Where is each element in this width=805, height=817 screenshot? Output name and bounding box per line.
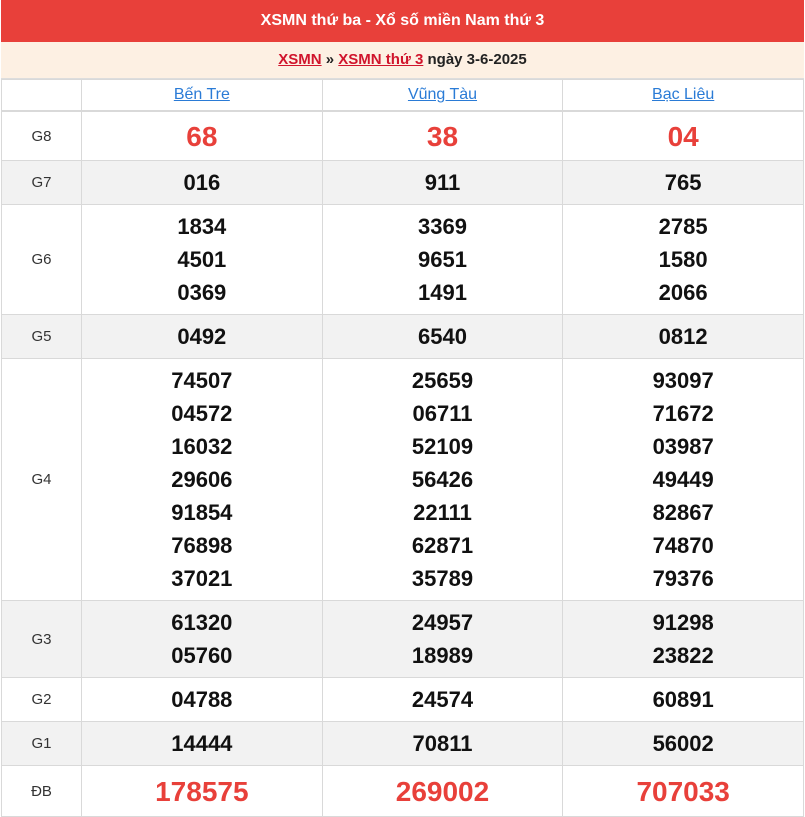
prize-number: 1491 bbox=[418, 280, 467, 305]
prize-number: 56426 bbox=[411, 467, 474, 492]
prize-number: 24957 bbox=[411, 610, 474, 635]
prize-number: 1580 bbox=[658, 247, 708, 272]
prize-cell bbox=[322, 161, 563, 205]
prize-row bbox=[2, 678, 804, 722]
prize-number: 62871 bbox=[411, 533, 474, 558]
province-link-ben-tre[interactable]: Bến Tre bbox=[173, 86, 230, 103]
prize-number: 6540 bbox=[418, 324, 467, 349]
prize-cell bbox=[322, 766, 563, 817]
breadcrumb-date: ngày 3-6-2025 bbox=[427, 51, 527, 68]
province-header-row bbox=[2, 80, 804, 111]
prize-cell bbox=[82, 601, 323, 678]
prize-number: 2066 bbox=[658, 280, 708, 305]
prize-cell bbox=[322, 315, 563, 359]
prize-cell bbox=[563, 161, 804, 205]
prize-cell bbox=[82, 315, 323, 359]
province-header-cell bbox=[82, 80, 323, 111]
prize-cell bbox=[563, 359, 804, 601]
prize-label: G3 bbox=[2, 601, 82, 678]
prize-cell bbox=[322, 205, 563, 315]
prize-number: 60891 bbox=[652, 687, 714, 712]
prize-number: 3369 bbox=[418, 214, 467, 239]
prize-number: 70811 bbox=[412, 731, 473, 756]
prize-cell bbox=[82, 359, 323, 601]
prize-number: 76898 bbox=[171, 533, 233, 558]
prize-table bbox=[1, 111, 804, 817]
prize-number: 56002 bbox=[652, 731, 714, 756]
prize-label: G1 bbox=[2, 722, 82, 766]
prize-row bbox=[2, 766, 804, 817]
prize-cell bbox=[82, 722, 323, 766]
prize-cell bbox=[322, 722, 563, 766]
prize-number: 91298 bbox=[652, 610, 714, 635]
prize-number: 37021 bbox=[171, 566, 233, 591]
breadcrumb-separator: » bbox=[325, 51, 335, 68]
prize-cell bbox=[563, 766, 804, 817]
prize-number: 18989 bbox=[411, 643, 474, 668]
prize-number: 79376 bbox=[652, 566, 714, 591]
prize-number: 03987 bbox=[652, 434, 714, 459]
prize-number: 2785 bbox=[658, 214, 708, 239]
prize-number: 0492 bbox=[177, 324, 227, 349]
prize-label: ĐB bbox=[2, 766, 82, 817]
prize-cell bbox=[563, 722, 804, 766]
province-header-cell bbox=[322, 80, 563, 111]
prize-cell bbox=[322, 601, 563, 678]
prize-number: 74507 bbox=[171, 368, 233, 393]
prize-label: G7 bbox=[2, 161, 82, 205]
prize-number: 911 bbox=[424, 170, 461, 195]
prize-number: 05760 bbox=[171, 643, 233, 668]
prize-number: 016 bbox=[183, 170, 221, 195]
prize-number: 9651 bbox=[418, 247, 467, 272]
prize-number: 82867 bbox=[652, 500, 714, 525]
prize-cell bbox=[322, 112, 563, 161]
prize-number: 04 bbox=[667, 120, 699, 152]
prize-cell bbox=[563, 112, 804, 161]
prize-number: 93097 bbox=[652, 368, 714, 393]
prize-number: 49449 bbox=[652, 467, 714, 492]
prize-number: 14444 bbox=[171, 731, 233, 756]
prize-row bbox=[2, 601, 804, 678]
prize-number: 68 bbox=[186, 120, 218, 152]
prize-number: 91854 bbox=[171, 500, 233, 525]
prize-cell bbox=[82, 112, 323, 161]
prize-label: G8 bbox=[2, 112, 82, 161]
prize-cell bbox=[322, 359, 563, 601]
breadcrumb-link-xsmn-thu-3[interactable]: XSMN thứ 3 bbox=[338, 51, 424, 68]
prize-number: 0369 bbox=[177, 280, 227, 305]
breadcrumb-link-xsmn[interactable]: XSMN bbox=[278, 51, 322, 68]
province-link-vung-tau[interactable]: Vũng Tàu bbox=[407, 86, 478, 103]
prize-cell bbox=[82, 161, 323, 205]
prize-number: 765 bbox=[664, 170, 702, 195]
results-table bbox=[1, 79, 804, 111]
prize-row bbox=[2, 205, 804, 315]
prize-row bbox=[2, 722, 804, 766]
prize-row bbox=[2, 112, 804, 161]
province-link-bac-lieu[interactable]: Bạc Liêu bbox=[652, 86, 715, 103]
prize-label: G2 bbox=[2, 678, 82, 722]
prize-cell bbox=[563, 678, 804, 722]
prize-number: 269002 bbox=[395, 775, 490, 807]
prize-number: 06711 bbox=[412, 401, 473, 426]
prize-cell bbox=[82, 766, 323, 817]
prize-row bbox=[2, 359, 804, 601]
prize-number: 16032 bbox=[171, 434, 233, 459]
prize-cell bbox=[82, 205, 323, 315]
prize-number: 1834 bbox=[177, 214, 227, 239]
prize-number: 707033 bbox=[636, 775, 730, 807]
prize-number: 178575 bbox=[155, 775, 249, 807]
prize-label: G5 bbox=[2, 315, 82, 359]
prize-cell bbox=[563, 315, 804, 359]
prize-number: 38 bbox=[426, 120, 459, 152]
breadcrumb bbox=[1, 42, 804, 79]
prize-number: 04572 bbox=[171, 401, 233, 426]
prize-number: 25659 bbox=[411, 368, 474, 393]
prize-number: 61320 bbox=[171, 610, 233, 635]
prize-number: 0812 bbox=[658, 324, 708, 349]
corner-cell bbox=[2, 80, 82, 111]
prize-number: 24574 bbox=[411, 687, 474, 712]
results-panel bbox=[1, 0, 804, 817]
province-header-cell bbox=[563, 80, 804, 111]
prize-cell bbox=[322, 678, 563, 722]
prize-cell bbox=[563, 205, 804, 315]
prize-cell bbox=[82, 678, 323, 722]
prize-label: G6 bbox=[2, 205, 82, 315]
prize-cell bbox=[563, 601, 804, 678]
prize-number: 35789 bbox=[411, 566, 474, 591]
prize-number: 4501 bbox=[177, 247, 227, 272]
prize-number: 29606 bbox=[171, 467, 233, 492]
prize-number: 71672 bbox=[652, 401, 714, 426]
prize-number: 74870 bbox=[652, 533, 714, 558]
prize-row bbox=[2, 161, 804, 205]
prize-number: 23822 bbox=[652, 643, 714, 668]
prize-label: G4 bbox=[2, 359, 82, 601]
prize-number: 52109 bbox=[411, 434, 474, 459]
prize-number: 04788 bbox=[171, 687, 233, 712]
prize-row bbox=[2, 315, 804, 359]
page-title: XSMN thứ ba - Xổ số miền Nam thứ 3 bbox=[1, 0, 804, 42]
prize-number: 22111 bbox=[413, 500, 472, 525]
